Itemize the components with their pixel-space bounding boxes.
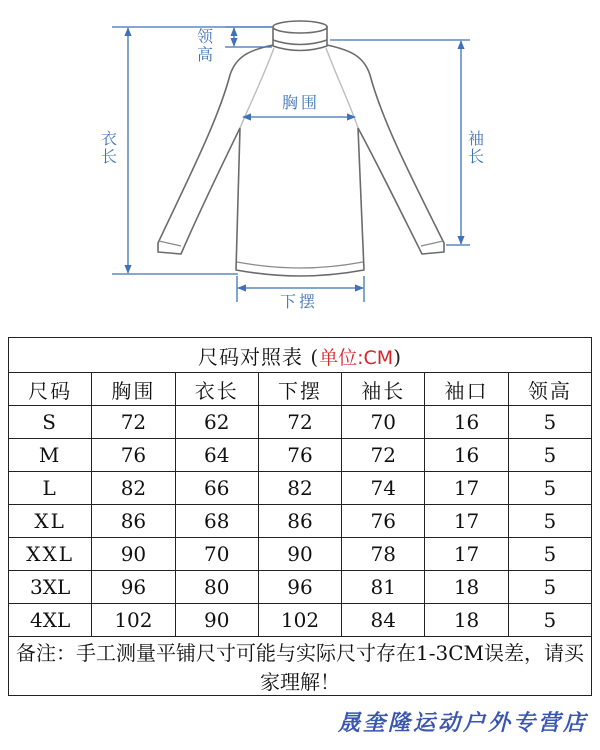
size-cell: XL <box>9 505 92 538</box>
size-chart <box>8 337 592 696</box>
table-cell: 5 <box>508 604 591 637</box>
table-cell: 90 <box>175 604 258 637</box>
table-cell: 16 <box>425 439 508 472</box>
table-header-row <box>9 373 592 406</box>
header-sleeve: 袖长 <box>342 373 425 406</box>
size-cell: L <box>9 472 92 505</box>
table-row <box>9 439 592 472</box>
header-hem: 下摆 <box>258 373 341 406</box>
table-cell: 76 <box>92 439 175 472</box>
table-cell: 5 <box>508 571 591 604</box>
table-cell: 5 <box>508 505 591 538</box>
table-cell: 5 <box>508 406 591 439</box>
table-cell: 18 <box>425 571 508 604</box>
header-chest: 胸围 <box>92 373 175 406</box>
table-cell: 102 <box>92 604 175 637</box>
table-cell: 64 <box>175 439 258 472</box>
garment-diagram <box>0 0 600 320</box>
table-cell: 72 <box>258 406 341 439</box>
table-row <box>9 505 592 538</box>
table-cell: 96 <box>258 571 341 604</box>
table-cell: 84 <box>342 604 425 637</box>
header-collar: 领高 <box>508 373 591 406</box>
table-cell: 68 <box>175 505 258 538</box>
size-cell: XXL <box>9 538 92 571</box>
table-cell: 66 <box>175 472 258 505</box>
table-cell: 5 <box>508 439 591 472</box>
table-cell: 17 <box>425 505 508 538</box>
unit-label: 单位:CM <box>319 346 394 369</box>
table-title-cell <box>9 338 592 373</box>
table-cell: 17 <box>425 472 508 505</box>
body-length-label: 衣 长 <box>100 129 117 166</box>
size-table <box>8 337 592 696</box>
table-cell: 86 <box>92 505 175 538</box>
table-cell: 82 <box>258 472 341 505</box>
table-cell: 76 <box>258 439 341 472</box>
size-cell: M <box>9 439 92 472</box>
table-cell: 81 <box>342 571 425 604</box>
table-row <box>9 571 592 604</box>
collar-height-dimension <box>225 27 272 47</box>
table-title-row <box>9 338 592 373</box>
header-cuff: 袖口 <box>425 373 508 406</box>
table-cell: 76 <box>342 505 425 538</box>
table-cell: 17 <box>425 538 508 571</box>
table-cell: 96 <box>92 571 175 604</box>
shop-name: 晟奎隆运动户外专营店 <box>337 710 588 736</box>
table-title: 尺码对照表 <box>197 344 303 369</box>
table-cell: 70 <box>342 406 425 439</box>
note-row <box>9 637 592 696</box>
unit-close-paren: ) <box>393 344 403 369</box>
table-cell: 74 <box>342 472 425 505</box>
unit-open-paren: ( <box>310 344 320 369</box>
table-cell: 5 <box>508 472 591 505</box>
table-cell: 70 <box>175 538 258 571</box>
table-cell: 102 <box>258 604 341 637</box>
table-row <box>9 472 592 505</box>
sleeve-length-label: 袖 长 <box>467 129 484 166</box>
table-cell: 90 <box>92 538 175 571</box>
table-row <box>9 406 592 439</box>
table-cell: 86 <box>258 505 341 538</box>
table-cell: 62 <box>175 406 258 439</box>
size-cell: S <box>9 406 92 439</box>
table-row <box>9 604 592 637</box>
header-size: 尺码 <box>9 373 92 406</box>
table-cell: 72 <box>92 406 175 439</box>
size-cell: 4XL <box>9 604 92 637</box>
table-cell: 90 <box>258 538 341 571</box>
table-cell: 72 <box>342 439 425 472</box>
hem-label: 下摆 <box>280 292 319 311</box>
table-cell: 80 <box>175 571 258 604</box>
table-cell: 5 <box>508 538 591 571</box>
measurement-note: 备注：手工测量平铺尺寸可能与实际尺寸存在1-3CM误差，请买家理解！ <box>9 637 592 696</box>
table-cell: 78 <box>342 538 425 571</box>
chest-label: 胸围 <box>282 93 321 112</box>
collar-height-label: 领 高 <box>196 27 213 64</box>
table-cell: 16 <box>425 406 508 439</box>
header-length: 衣长 <box>175 373 258 406</box>
table-cell: 82 <box>92 472 175 505</box>
size-cell: 3XL <box>9 571 92 604</box>
table-row <box>9 538 592 571</box>
table-cell: 18 <box>425 604 508 637</box>
